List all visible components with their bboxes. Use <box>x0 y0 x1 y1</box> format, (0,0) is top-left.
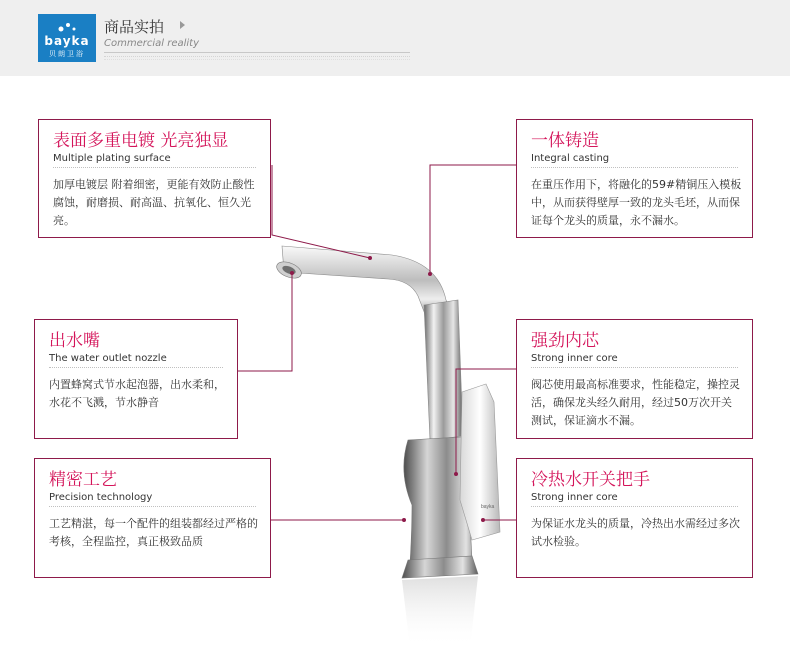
feature-description: 工艺精湛，每一个配件的组装都经过严格的考核，全程监控，真正极致品质 <box>49 517 258 548</box>
feature-subtitle: Multiple plating surface <box>53 153 171 164</box>
feature-description: 内置蜂窝式节水起泡器，出水柔和，水花不飞溅，节水静音 <box>49 378 225 409</box>
feature-description: 为保证水龙头的质量，冷热出水需经过多次试水检验。 <box>531 517 740 548</box>
faucet-handle <box>460 384 500 540</box>
card-divider <box>49 506 256 507</box>
feature-title: 冷热水开关把手 <box>531 470 650 490</box>
handle-brand-label: bayka <box>481 504 495 510</box>
feature-card-nozzle <box>34 319 238 439</box>
feature-title: 一体铸造 <box>531 131 599 151</box>
feature-subtitle: The water outlet nozzle <box>49 353 167 364</box>
feature-subtitle: Integral casting <box>531 153 610 164</box>
card-divider <box>531 506 738 507</box>
feature-card-handle <box>516 458 753 578</box>
feature-card-plating <box>38 119 271 238</box>
logo-subtext: 贝朗卫浴 <box>49 50 85 58</box>
feature-description: 加厚电镀层 附着细密，更能有效防止酸性腐蚀，耐磨损、耐高温、抗氧化、恒久光亮。 <box>53 178 255 227</box>
feature-subtitle: Precision technology <box>49 492 153 503</box>
feature-subtitle: Strong inner core <box>531 353 618 364</box>
section-subtitle: Commercial reality <box>104 38 199 49</box>
card-divider <box>53 167 256 168</box>
feature-card-casting <box>516 119 753 238</box>
feature-title: 强劲内芯 <box>531 331 599 351</box>
card-divider <box>49 367 223 368</box>
feature-description: 阀芯使用最高标准要求，性能稳定，操控灵活，确保龙头经久耐用，经过50万次开关测试，保证滴水不漏。 <box>531 378 740 427</box>
feature-card-core <box>516 319 753 439</box>
feature-card-precision <box>34 458 271 578</box>
card-divider <box>531 167 738 168</box>
feature-title: 精密工艺 <box>49 470 117 490</box>
feature-title: 出水嘴 <box>49 331 100 351</box>
feature-title: 表面多重电镀 光亮独显 <box>53 131 229 151</box>
card-divider <box>531 367 738 368</box>
feature-subtitle: Strong inner core <box>531 492 618 503</box>
faucet-column <box>424 300 463 440</box>
feature-description: 在重压作用下，将融化的59#精铜压入模板中，从而获得壁厚一致的龙头毛坯，从而保证每个龙头的质量，永不漏水。 <box>531 178 742 227</box>
logo-text: bayka <box>44 34 90 48</box>
section-title: 商品实拍 <box>104 18 165 36</box>
